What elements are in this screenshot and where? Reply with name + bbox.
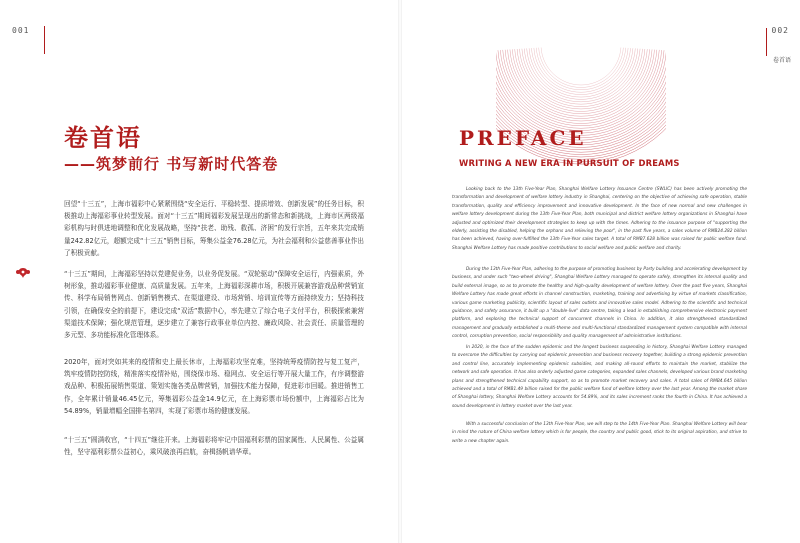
page-title-en: PREFACE: [459, 126, 587, 150]
page-title-cn: 卷首语: [64, 124, 142, 152]
book-spine-shadow: [398, 0, 402, 543]
cn-paragraph-2: “十三五”期间，上海福彩坚持以党建促业务，以业务促发展。“双轮驱动”保障安全运行，内强素质，外树形象，推动福彩事业健康、高质量发展。五年来，上海福彩深耕市场，积极开展兼容游戏品种营销宣传、科学布局销售网点、创新销售模式、在渠道建设、市场营销、培训宣传等方面持续发力；坚持科技引领，在确保安全的前提下，建设完成“双活”数据中心，率先建立了综合电子支付平台，积极探索兼营渠道技术保障；强化规范管理，逐步建立了兼容行政事业单位内控、廉政风险、社会责任、质量管理的多元型、多功能标准化管理体系。: [64, 270, 364, 339]
cn-paragraph-1: 回望“十三五”，上海市福彩中心紧紧围绕“安全运行、平稳转型、提质增效、创新发展”的任务目标，积极推动上海福彩事业转型发展。面对“十三五”期间福彩发展呈现出的新常态和新挑战，上海市区两级福彩机构与时俱进地调整和优化发展战略，坚持“扶老、助残、救孤、济困”的发行宗旨，五年来共完成销量242.82亿元，超额完成“十三五”销售目标，筹集公益金76.28亿元，为社会福利和公益慈善事业作出了积极贡献。: [64, 200, 364, 257]
red-accent-bar-left: [44, 26, 45, 54]
cn-paragraph-3: 2020年，面对突如其来的疫情和史上最长休市，上海福彩攻坚克难，坚持统筹疫情防控与复工复产，筑牢疫情防控防线，精准落实疫情补贴，围绕保市场、稳网点、安全运行等开展大量工作，有序调整游戏品种、积极拓展销售渠道、策划实施各类品牌营销，加强技术能力保障，促进彩市回暖。推进销售工作，全年累计销量46.45亿元，筹集福彩公益金14.9亿元，在上海彩票市场份额中，上海福彩占比为54.89%，销量增幅全国排名第四，实现了彩票市场的健康发展。: [64, 358, 364, 415]
welfare-lottery-logo-icon: [15, 267, 31, 279]
en-paragraph-4: With a successful conclusion of the 13th Five-Year Plan, we will step to the 14th Five-Year Plan. Shanghai Welfare Lottery will bear in mind the nature of China welfare lottery which is for people, the country and public good, stick to its original aspiration, and strive to write a new chapter again.: [452, 422, 747, 444]
red-accent-bar-right: [766, 28, 767, 56]
page-number-left: 001: [12, 26, 30, 35]
page-subtitle-cn: ——筑梦前行 书写新时代答卷: [64, 155, 279, 173]
cn-paragraph-4: “十三五”圆满收官，“十四五”继往开来。上海福彩将牢记中国福利彩票的国家属性、人民属性、公益属性，坚守福利彩票公益初心，乘风破浪再启航，奋楫扬帆谱华章。: [64, 436, 364, 457]
en-paragraph-2: During the 13th Five-Year Plan, adhering to the purpose of promoting business by Party building and accelerating development by business, and under such "two-wheel driving", Shanghai Welfare Lottery managed to operate safely, strengthen its internal quality and build external image, so as to promote the healthy and high-quality development of welfare lottery. Over the past five years, Shanghai Welfare Lottery has made great efforts in channel construction, marketing, training and advertising by virtue of markets classification, various game marketing publicity, scientific layout of sales outlets and innovative sales model. Adhering to the scientific and technical guidance, and safety assurance, it built up a "double-live" data centre, taking a lead in establishing comprehensive electronic payment platform, and exploring the technical support of concurrent channels in China. In addition, it also strengthened standardized management and gradually established a multi-theme and multi-functional standardized management system compatible with internal control, corruption prevention, social responsibility and quality management of administrative institutions.: [452, 267, 747, 339]
page-subtitle-en: WRITING A NEW ERA IN PURSUIT OF DREAMS: [459, 158, 680, 168]
en-paragraph-3: In 2020, in the face of the sudden epidemic and the longest business suspending in history, Shanghai Welfare Lottery managed to overcome the difficulties by carrying out epidemic prevention and business recovery together, building a strong epidemic prevention and control line, accurately implementing epidemic subsidies, and making all-round efforts to maintain the market, stabilize the network and safe operation. It has also orderly adjusted game categories, expanded sales channels, developed various brand marketing plans and strengthened technical capability support, so as to promote market recovery and sales. A total sales of RMB4.645 billion achieved and a total of RMB1.49 billion raised for the public welfare fund of welfare lottery over the last year. Among the market share of Shanghai lottery, Shanghai Welfare Lottery accounts for 54.89%, and its sales increment ranks the fourth in China. It has achieved a sound development in lottery market over the last year.: [452, 345, 747, 409]
page-number-right: 002: [771, 26, 789, 35]
side-section-label: 卷首语: [772, 57, 791, 64]
en-paragraph-1: Looking back to the 13th Five-Year Plan, Shanghai Welfare Lottery Issuance Centre (SWLIC) has been actively promoting the transformation and development of welfare lottery industry in Shanghai, centering on the objective of achieving safe operation, stable transformation, quality and efficiency improvement and innovative development. In the face of new normal and new challenges in welfare lottery development during the 13th Five-Year Plan, both municipal and district welfare lottery organizations in Shanghai have adjusted and optimized their development strategies to keep up with the times. Adhering to the issuance purpose of "supporting the elderly, assisting the disabled, helping the orphans and relieving the poor", in the past five years, a sales volume of RMB24.282 billion has been achieved, having over-fulfilled the 13th Five-Year sales target. A total of RMB7.628 billion was raised for public welfare fund. Shanghai Welfare Lottery has made positive contributions to social welfare and public welfare and charity.: [452, 187, 747, 251]
